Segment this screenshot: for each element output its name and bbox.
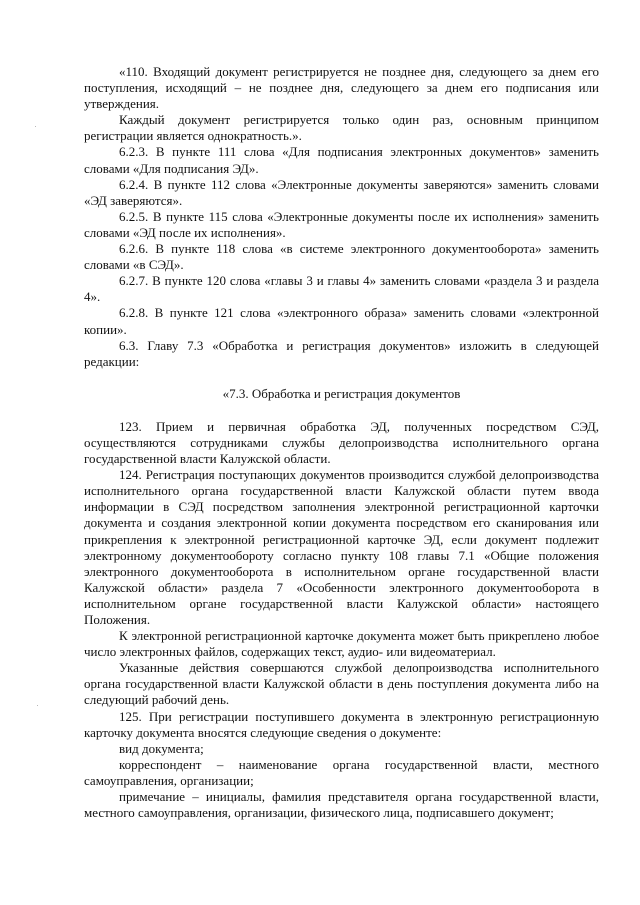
paragraph: «110. Входящий документ регистрируется не позднее дня, следующего за днем его поступления, исходящий – не позднее дня, следующего за днем его подписания или утверждения. bbox=[84, 64, 599, 112]
paragraph: 6.2.7. В пункте 120 слова «главы 3 и главы 4» заменить словами «раздела 3 и раздела 4». bbox=[84, 273, 599, 305]
list-item: вид документа; bbox=[119, 740, 204, 756]
paragraph: 6.2.4. В пункте 112 слова «Электронные документы заверяются» заменить словами «ЭД заверяются». bbox=[84, 176, 599, 208]
document-body bbox=[84, 64, 599, 821]
paragraph: 123. Прием и первичная обработка ЭД, полученных посредством СЭД, осуществляются сотрудниками службы делопроизводства исполнительного органа государственной власти Калужской области. bbox=[84, 418, 599, 467]
paragraph: 6.2.5. В пункте 115 слова «Электронные документы после их исполнения» заменить словами «ЭД после их исполнения». bbox=[84, 208, 599, 240]
paragraph: 6.2.6. В пункте 118 слова «в системе электронного документооборота» заменить словами «в СЭД». bbox=[84, 241, 599, 273]
list-item: корреспондент – наименование органа государственной власти, местного самоуправления, организации; bbox=[84, 756, 599, 788]
paragraph: 6.2.3. В пункте 111 слова «Для подписания электронных документов» заменить словами «Для подписания ЭД». bbox=[84, 144, 599, 176]
paragraph: 6.2.8. В пункте 121 слова «электронного образа» заменить словами «электронной копии». bbox=[84, 305, 599, 337]
scan-speck bbox=[35, 126, 36, 127]
section-heading: «7.3. Обработка и регистрация документов bbox=[222, 385, 461, 401]
list-item: примечание – инициалы, фамилия представителя органа государственной власти, местного самоуправления, организации, физического лица, подписавшего документ; bbox=[84, 789, 599, 821]
paragraph: 124. Регистрация поступающих документов производится службой делопроизводства исполнительного органа государственной власти Калужской области путем ввода информации в СЭД посредством заполнения электронной регистрационной карточки документа и создания электронной копии документа посредством его сканирования или прикрепления к электронной регистрационной карточке ЭД, если документ подлежит электронному документообороту согласно пункту 108 главы 7.1 «Общие положения электронного документооборота в исполнительном органе государственной власти Калужской области» раздела 7 «Особенности электронного документооборота в исполнительном органе государственной власти Калужской области» настоящего Положения. bbox=[84, 467, 599, 627]
scan-speck bbox=[37, 705, 38, 706]
paragraph: 125. При регистрации поступившего документа в электронную регистрационную карточку документа вносятся следующие сведения о документе: bbox=[84, 708, 599, 740]
paragraph: Каждый документ регистрируется только один раз, основным принципом регистрации является однократность.». bbox=[84, 112, 599, 144]
paragraph: К электронной регистрационной карточке документа может быть прикреплено любое число электронных файлов, содержащих текст, аудио- или видеоматериал. bbox=[84, 628, 599, 660]
paragraph: 6.3. Главу 7.3 «Обработка и регистрация документов» изложить в следующей редакции: bbox=[84, 337, 599, 369]
paragraph: Указанные действия совершаются службой делопроизводства исполнительного органа государственной власти Калужской области в день поступления документа либо на следующий рабочий день. bbox=[84, 660, 599, 708]
